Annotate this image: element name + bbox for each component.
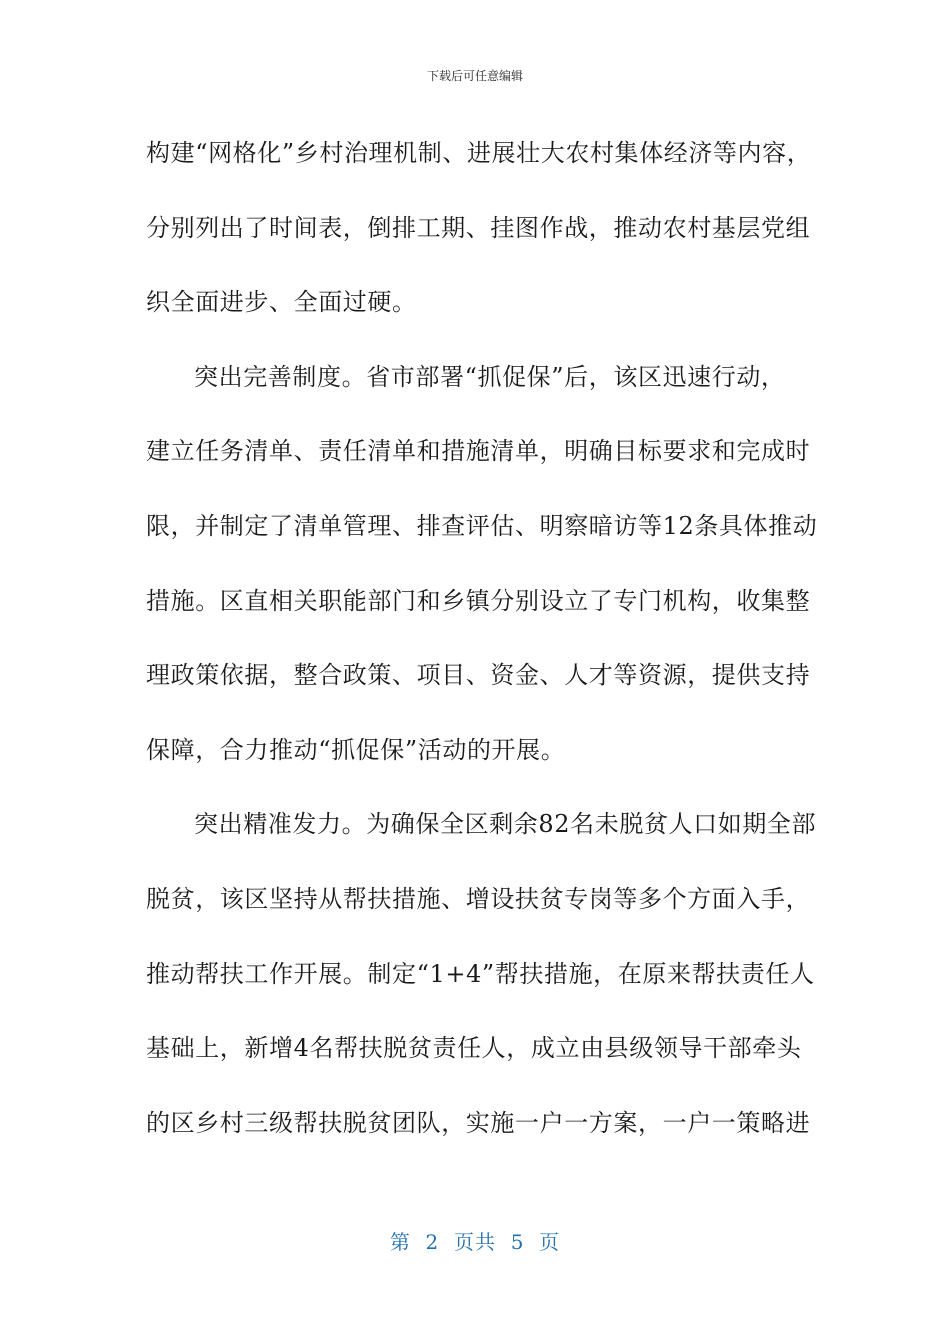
paragraph-start-line: 突出精准发力。为确保全区剩余82名未脱贫人口如期全部	[194, 810, 817, 839]
text-line: 织全面进步、全面过硬。	[146, 288, 417, 317]
page-header: 下载后可任意编辑	[426, 69, 523, 83]
text-line: 脱贫，该区坚持从帮扶措施、增设扶贫专岗等多个方面入手，	[146, 884, 811, 913]
text-line: 分别列出了时间表，倒排工期、挂图作战，推动农村基层党组	[146, 213, 811, 242]
paragraph-start-line: 突出完善制度。省市部署“抓促保”后，该区迅速行动，	[194, 362, 786, 391]
text-line: 的区乡村三级帮扶脱贫团队，实施一户一方案，一户一策略进	[146, 1108, 811, 1137]
body-text	[146, 116, 818, 1160]
text-line: 构建“网格化”乡村治理机制、进展壮大农村集体经济等内容，	[146, 139, 812, 167]
page-footer: 第 2 页共 5 页	[389, 1230, 561, 1254]
text-line: 理政策依据，整合政策、项目、资金、人才等资源，提供支持	[146, 661, 811, 690]
text-line: 限，并制定了清单管理、排查评估、明察暗访等12条具体推动	[146, 511, 818, 540]
text-line: 建立任务清单、责任清单和措施清单，明确目标要求和完成时	[146, 437, 811, 466]
text-line: 推动帮扶工作开展。制定“1+4”帮扶措施，在原来帮扶责任人	[146, 959, 815, 988]
text-line: 保障，合力推动“抓促保”活动的开展。	[146, 735, 566, 764]
text-line: 措施。区直相关职能部门和乡镇分别设立了专门机构，收集整	[146, 586, 811, 615]
text-line: 基础上，新增4名帮扶脱贫责任人，成立由县级领导干部牵头	[146, 1034, 802, 1063]
